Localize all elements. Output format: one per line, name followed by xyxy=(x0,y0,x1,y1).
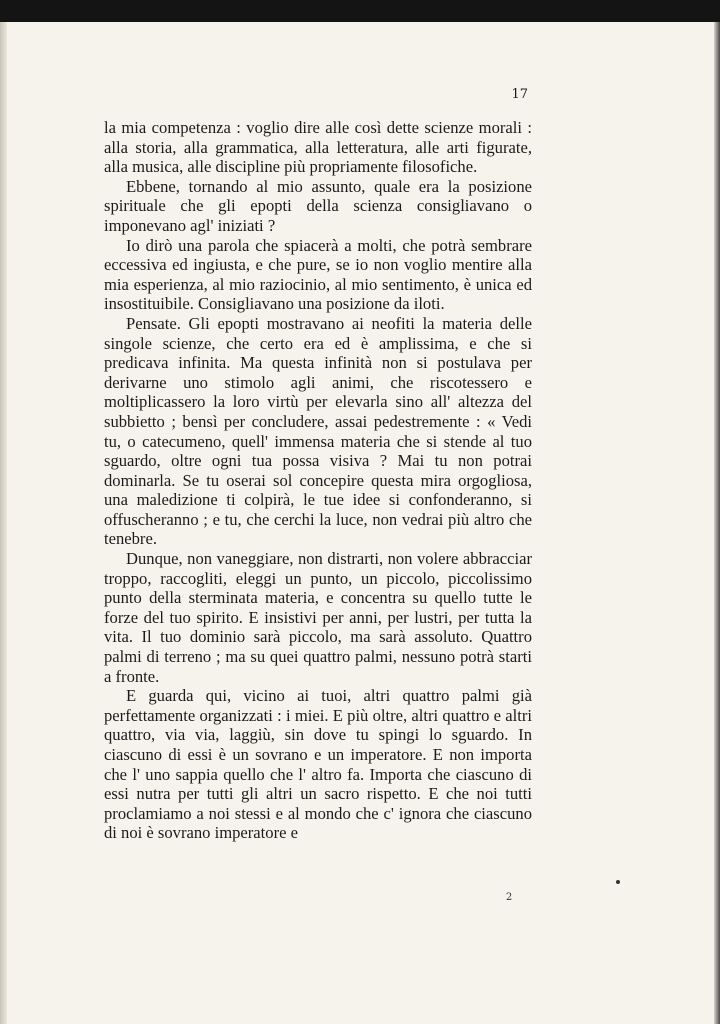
ink-speck xyxy=(616,880,620,884)
paragraph-3: Io dirò una parola che spiacerà a molti, che potrà sembrare eccessiva ed ingiusta, e che pure, se io non voglio mentire alla mia esperienza, al mio raziocinio, al mio sentimento, è unica ed insostituibile. Consigliavano una posizione da iloti. xyxy=(104,235,532,314)
body-text xyxy=(104,118,532,843)
page-number: 17 xyxy=(511,87,528,102)
paragraph-2: Ebbene, tornando al mio assunto, quale era la posizione spirituale che gli epopti della scienza consigliavano o imponevano agl' iniziati ? xyxy=(104,176,532,235)
paragraph-5: Dunque, non vaneggiare, non distrarti, non volere abbracciar troppo, raccogliti, eleggi un punto, un piccolo, piccolissimo punto della sterminata materia, e concentra su quello tutte le forze del tuo spirito. E insistivi per anni, per lustri, per tutta la vita. Il tuo dominio sarà piccolo, ma sarà assoluto. Quattro palmi di terreno ; ma su quei quattro palmi, nessuno potrà starti a fronte. xyxy=(104,549,532,686)
scan-top-border xyxy=(0,0,720,22)
paragraph-6: E guarda qui, vicino ai tuoi, altri quattro palmi già perfettamente organizzati : i miei. E più oltre, altri quattro e altri quattro, via via, laggiù, sin dove tu spingi lo sguardo. In ciascuno di essi è un sovrano e un imperatore. E non importa che l' uno sappia quello che l' altro fa. Importa che ciascuno di essi nutra per tutti gli altri un sacro rispetto. E che noi tutti proclamiamo a noi stessi e al mondo che c' ignora che ciascuno di noi è sovrano imperatore e xyxy=(104,686,532,843)
paragraph-1: la mia competenza : voglio dire alle così dette scienze morali : alla storia, alla grammatica, alla letteratura, alle arti figurate, alla musica, alle discipline più propriamente filosofiche. xyxy=(104,118,532,177)
page-left-edge xyxy=(0,22,7,1024)
paragraph-4: Pensate. Gli epopti mostravano ai neofiti la materia delle singole scienze, che certo era ed è amplissima, e che si predicava infinita. Ma questa infinità non si postulava per derivarne uno stimolo agli animi, che riscotessero e moltiplicassero la loro virtù per elevarla sino all' altezza del subbietto ; bensì per concludere, assai pedestremente : « Vedi tu, o catecumeno, quell' immensa materia che si stende al tuo sguardo, oltre ogni tua possa visiva ? Mai tu non potrai dominarla. Se tu oserai sol concepire questa mira orgogliosa, una maledizione ti colpirà, le tue idee si confonderanno, si offuscheranno ; e tu, che cerchi la luce, non vedrai più altro che tenebre. xyxy=(104,313,532,549)
page-right-edge xyxy=(714,22,720,1024)
signature-mark: 2 xyxy=(505,892,513,903)
